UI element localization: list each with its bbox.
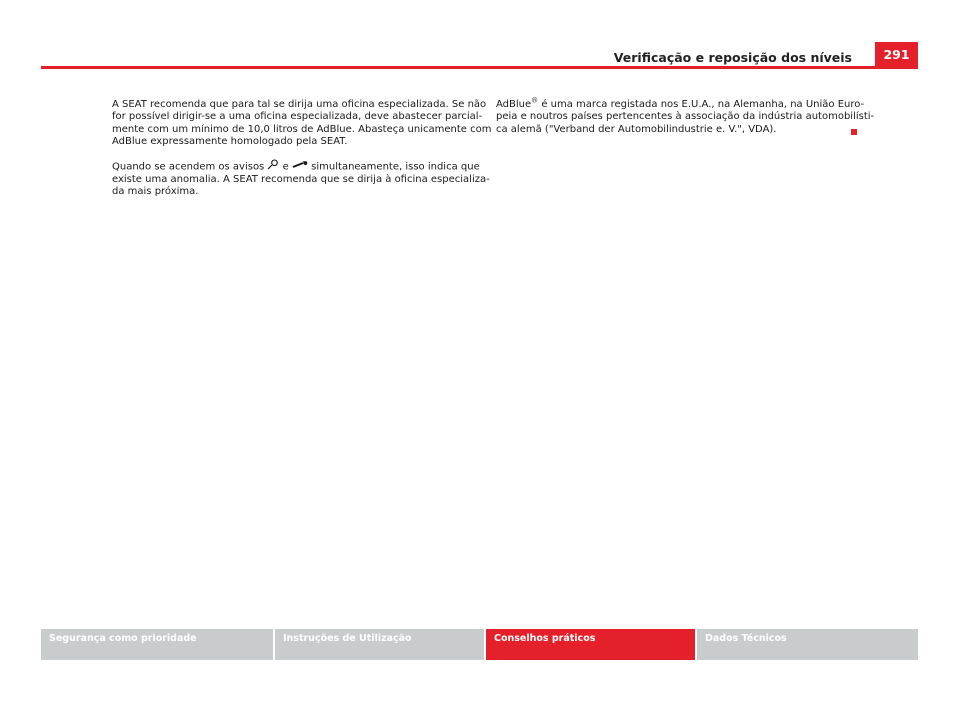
text-line: [112, 159, 480, 174]
exhaust-warning-icon: [267, 159, 279, 174]
text-line: A SEAT recomenda que para tal se dirija uma oficina especializada. Se não: [112, 99, 487, 110]
wrench-icon: [292, 160, 308, 173]
nav-tab-technical-data[interactable]: Dados Técnicos: [695, 629, 918, 660]
text-fragment: Quando se acendem os avisos: [112, 161, 265, 173]
text-line: peia e noutros países pertencentes à associação da indústria automobilísti-: [496, 111, 875, 123]
text-fragment: é uma marca registada nos E.U.A., na Alemanha, na União Euro-: [538, 99, 865, 110]
text-fragment: e: [282, 161, 289, 173]
header-rule: [41, 66, 918, 69]
nav-tab-practical-tips[interactable]: Conselhos práticos: [484, 629, 695, 660]
nav-tab-operating-instructions[interactable]: Instruções de Utilização: [273, 629, 484, 660]
header-title: Verificação e reposição dos níveis: [613, 50, 852, 65]
paragraph-adblue-refill: [112, 99, 492, 149]
text-line: da mais próxima.: [112, 186, 199, 198]
registered-mark: ®: [531, 96, 539, 105]
text-line: mente com um mínimo de 10,0 litros de AdBlue. Abasteça unicamente com: [112, 123, 492, 135]
text-line: existe uma anomalia. A SEAT recomenda que se dirija à oficina especializa-: [112, 174, 490, 186]
footer-nav: [41, 629, 918, 660]
left-column: [112, 99, 492, 209]
right-column: [496, 96, 875, 146]
page-number: 291: [875, 42, 918, 66]
text-line: ca alemã ("Verband der Automobilindustrie e. V.", VDA).: [496, 123, 777, 135]
text-fragment: simultaneamente, isso indica que: [311, 161, 480, 173]
brand-name: AdBlue: [496, 99, 532, 110]
nav-tab-safety[interactable]: Segurança como prioridade: [41, 629, 273, 660]
text-line: [496, 96, 865, 111]
paragraph-adblue-trademark: [496, 96, 875, 136]
paragraph-warning-lamps: [112, 159, 490, 199]
text-line: AdBlue expressamente homologado pela SEAT.: [112, 136, 348, 148]
text-line: for possível dirigir-se a uma oficina especializada, deve abastecer parcial-: [112, 111, 483, 123]
section-end-marker: [851, 129, 857, 135]
